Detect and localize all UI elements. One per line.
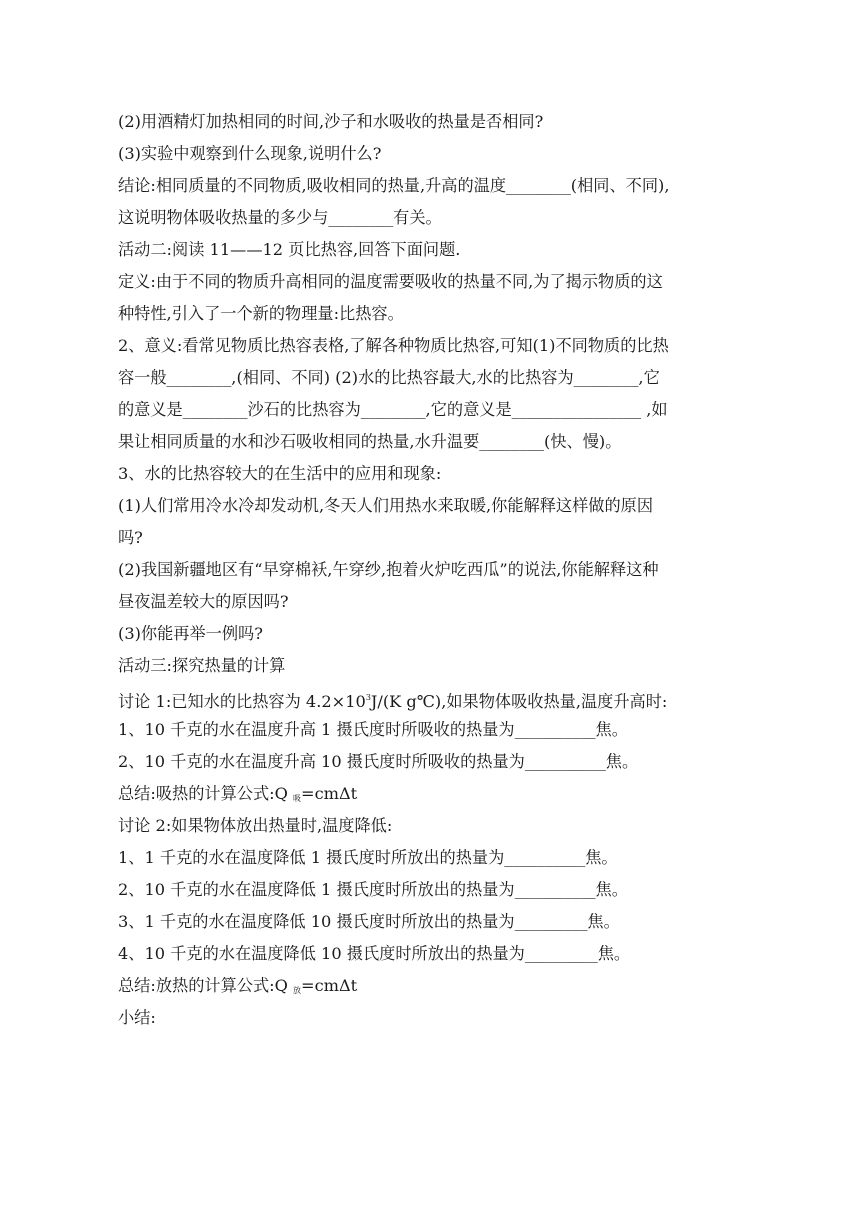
absorb-formula-line: 总结:吸热的计算公式:Q $_吸$=cmΔt [118,784,358,803]
meaning-line: 果让相同质量的水和沙石吸收相同的热量,水升温要________(快、慢)。 [118,432,622,451]
definition-line: 定义:由于不同的物质升高相同的温度需要吸收的热量不同,为了揭示物质的这 [118,272,663,291]
subscript-release: 放 [293,986,302,995]
document-body [118,106,748,1034]
question-line: (1)人们常用冷水冷却发动机,冬天人们用热水来取暖,你能解释这样做的原因 [118,496,654,515]
question-line: (2)我国新疆地区有“早穿棉袄,午穿纱,抱着火炉吃西瓜”的说法,你能解释这种 [118,560,659,579]
question-line: 吗? [118,528,143,547]
exercise-line: 1、10 千克的水在温度升高 1 摄氏度时所吸收的热量为__________焦。 [118,720,628,739]
summary-line: 小结: [118,1008,156,1027]
activity-two-heading: 活动二:阅读 11——12 页比热容,回答下面问题. [118,240,461,259]
exercise-line: 2、10 千克的水在温度升高 10 摄氏度时所吸收的热量为__________焦。 [118,752,639,771]
question-line: 昼夜温差较大的原因吗? [118,592,289,611]
meaning-line: 的意义是________沙石的比热容为________,它的意义是________________ ,如 [118,400,668,419]
exponent: 3 [365,693,371,702]
question-line: (3)你能再举一例吗? [118,624,263,643]
exercise-line: 1、1 千克的水在温度降低 1 摄氏度时所放出的热量为__________焦。 [118,848,618,867]
exercise-line: 2、10 千克的水在温度降低 1 摄氏度时所放出的热量为__________焦。 [118,880,628,899]
discussion-two-line: 讨论 2:如果物体放出热量时,温度降低: [118,816,393,835]
meaning-line: 2、意义:看常见物质比热容表格,了解各种物质比热容,可知(1)不同物质的比热 [118,336,669,355]
conclusion-line: 结论:相同质量的不同物质,吸收相同的热量,升高的温度________(相同、不同), [118,176,670,195]
activity-three-heading: 活动三:探究热量的计算 [118,656,286,675]
definition-line: 种特性,引入了一个新的物理量:比热容。 [118,304,404,323]
exercise-line: 3、1 千克的水在温度降低 10 摄氏度时所放出的热量为_________焦。 [118,912,620,931]
release-formula-line: 总结:放热的计算公式:Q $_放$=cmΔt [118,976,358,995]
discussion-one-line: 讨论 1:已知水的比热容为 $4.2\times 10^3J/(K$ g℃),如果物体吸收热量,温度升高时: [118,692,668,711]
application-heading: 3、水的比热容较大的在生活中的应用和现象: [118,464,442,483]
text-line: (2)用酒精灯加热相同的时间,沙子和水吸收的热量是否相同? [118,112,544,131]
conclusion-line: 这说明物体吸收热量的多少与________有关。 [118,208,442,227]
subscript-absorb: 吸 [293,794,302,803]
meaning-line: 容一般________,(相同、不同) (2)水的比热容最大,水的比热容为________,它 [118,368,660,387]
exercise-line: 4、10 千克的水在温度降低 10 摄氏度时所放出的热量为_________焦。 [118,944,631,963]
text-line: (3)实验中观察到什么现象,说明什么? [118,144,382,163]
